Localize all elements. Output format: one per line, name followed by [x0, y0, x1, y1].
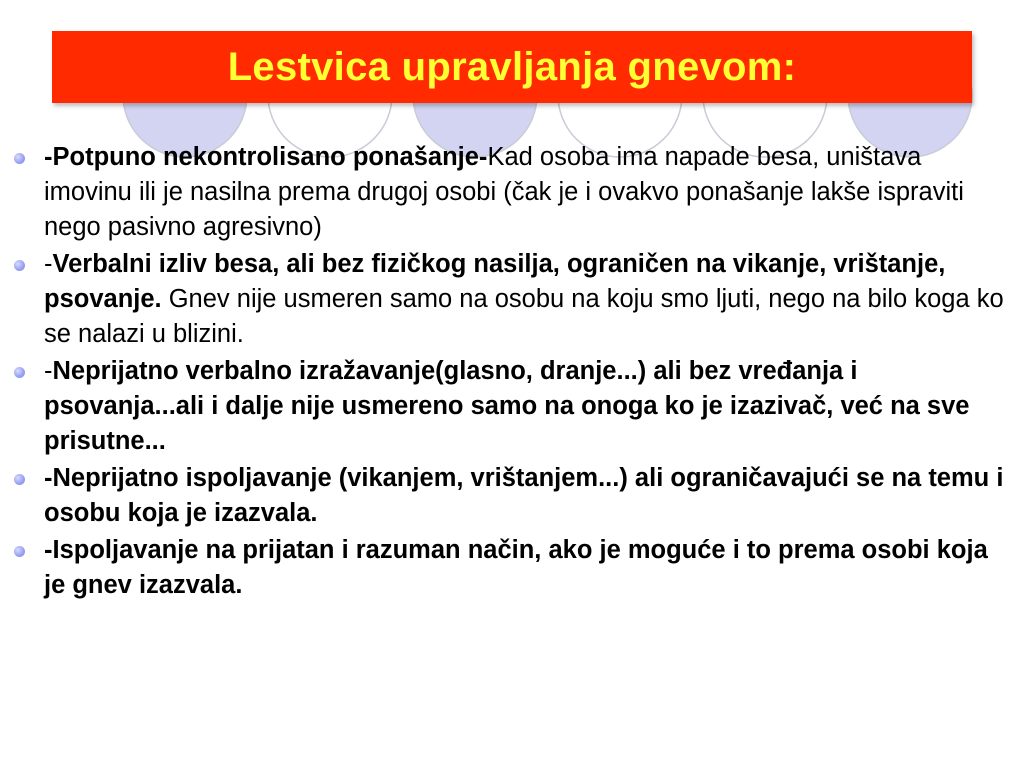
bullet-dot-icon: [14, 367, 25, 378]
title-banner: [52, 31, 972, 103]
bullet-4-bold: -Neprijatno ispoljavanje (vikanjem, vrištanjem...) ali ograničavajući se na temu i osobu koja je izazvala.: [44, 464, 1004, 527]
bullet-dot-icon: [14, 474, 25, 485]
bullet-item-2: [14, 247, 1014, 352]
bullet-2-bold: Verbalni izliv besa, ali bez fizičkog nasilja, ograničen na vikanje, vrištanje, psovanje.: [44, 250, 946, 313]
bullet-5-bold: -Ispoljavanje na prijatan i razuman način, ako je moguće i to prema osobi koja je gnev izazvala.: [44, 536, 988, 599]
bullet-2-text: Gnev nije usmeren samo na osobu na koju smo ljuti, nego na bilo koga ko se nalazi u blizini.: [44, 285, 1004, 348]
bullet-2-prefix: -: [44, 250, 53, 278]
bullet-dot-icon: [14, 153, 25, 164]
bullet-dot-icon: [14, 546, 25, 557]
bullet-item-1: [14, 140, 1014, 245]
bullet-item-5: [14, 533, 1014, 603]
bullet-item-3: [14, 354, 1014, 459]
bullet-list: [14, 140, 1014, 603]
bullet-1-text: Kad osoba ima napade besa, uništava imovinu ili je nasilna prema drugoj osobi (čak je i ovakvo ponašanje lakše ispraviti nego pasivno agresivno): [44, 143, 964, 241]
bullet-3-prefix: -: [44, 357, 53, 385]
bullet-item-4: [14, 461, 1014, 531]
slide-title: Lestvica upravljanja gnevom:: [227, 44, 797, 89]
bullet-3-bold: Neprijatno verbalno izražavanje(glasno, dranje...) ali bez vređanja i psovanja...ali i dalje nije usmereno samo na onoga ko je izazivač, već na sve prisutne...: [44, 357, 970, 455]
bullet-dot-icon: [14, 260, 25, 271]
bullet-1-bold: -Potpuno nekontrolisano ponašanje-: [44, 143, 488, 171]
